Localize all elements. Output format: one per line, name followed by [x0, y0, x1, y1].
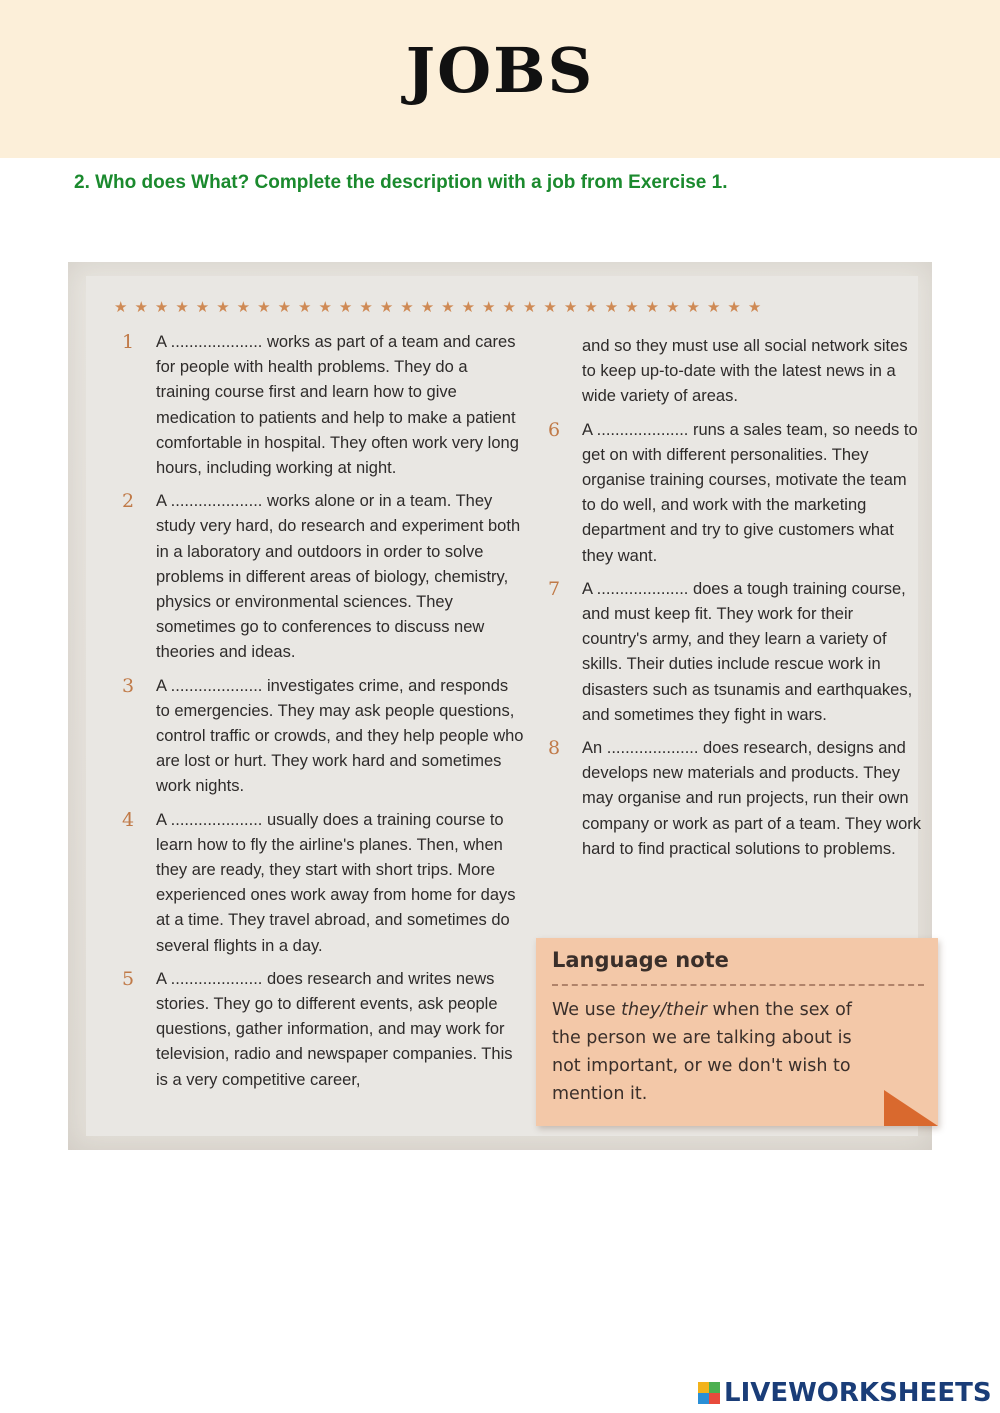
exercise-instruction: 2. Who does What? Complete the description with a job from Exercise 1.	[74, 172, 728, 193]
textbook-page	[86, 276, 921, 1136]
note-text-emphasis: they/their	[621, 1000, 707, 1020]
note-text-suffix: when the sex of the person we are talking about is not important, or we don't wish to mention it.	[552, 1000, 852, 1104]
folded-corner-decoration	[884, 1090, 938, 1126]
language-note-title: Language note	[552, 948, 729, 972]
page-title: JOBS	[405, 34, 595, 107]
brand-logo-area	[698, 1376, 992, 1410]
description-text: A .................... works alone or in a team. They study very hard, do research and experiment both in a laboratory and outdoors in order to solve problems in different areas of biology, chemistry, physics or environmental sciences. They sometimes go to conferences to discuss new theories and ideas.	[156, 492, 521, 662]
item-number: 6	[548, 418, 561, 441]
item-number: 4	[122, 808, 135, 831]
item-number: 3	[122, 674, 135, 697]
item-number: 8	[548, 737, 561, 760]
textbook-scan	[68, 262, 932, 1150]
job-description-2	[122, 489, 526, 665]
liveworksheets-logo-icon	[698, 1382, 720, 1404]
right-column	[548, 334, 922, 870]
description-text: An .................... does research, designs and develops new materials and products. They may organise and run projects, run their own company or work as part of a team. They work hard to find practical solutions to problems.	[582, 739, 921, 858]
item-number: 2	[122, 490, 135, 513]
left-column	[122, 330, 526, 1101]
item-number: 7	[548, 577, 561, 600]
brand-name: LIVEWORKSHEETS	[724, 1378, 992, 1408]
star-border-decoration: ★★★★★★★★★★★★★★★★★★★★★★★★★★★★★★★★	[114, 299, 769, 316]
job-description-5	[122, 967, 526, 1093]
job-description-8	[548, 736, 922, 862]
job-description-7	[548, 577, 922, 728]
description-text: A .................... usually does a training course to learn how to fly the airline's planes. Then, when they are ready, they start with short trips. More experienced ones work away from home for days at a time. They travel abroad, and sometimes do several flights in a day.	[156, 810, 516, 955]
job-description-4	[122, 808, 526, 959]
language-note-box	[536, 938, 938, 1126]
job-description-3	[122, 674, 526, 800]
language-note-body	[552, 996, 882, 1108]
job-description-1	[122, 330, 526, 481]
description-text: A .................... does research and writes news stories. They go to different events, ask people questions, gather information, and may work for television, radio and newspaper companies. This is a very competitive career,	[156, 969, 513, 1089]
description-text: A .................... works as part of a team and cares for people with health problems. They do a training course first and learn how to give medication to patients and help to make a patient comfortable in hospital. They often work very long hours, including working at night.	[156, 333, 519, 478]
description-text: A .................... investigates crime, and responds to emergencies. They may ask people questions, control traffic or crowds, and they help people who are lost or hurt. They work hard and sometimes work nights.	[156, 676, 524, 796]
job-description-5-continued	[582, 334, 922, 410]
note-text-prefix: We use	[552, 1000, 622, 1020]
description-text: and so they must use all social network sites to keep up-to-date with the latest news in a wide variety of areas.	[582, 337, 908, 406]
job-description-6	[548, 418, 922, 569]
item-number: 5	[122, 967, 135, 990]
dashed-divider	[552, 984, 924, 986]
description-text: A .................... does a tough training course, and must keep fit. They work for their country's army, and they learn a variety of skills. Their duties include rescue work in disasters such as tsunamis and earthquakes, and sometimes they fight in wars.	[582, 579, 913, 724]
item-number: 1	[122, 331, 135, 353]
description-text: A .................... runs a sales team, so needs to get on with different personalities. They organise training courses, motivate the team to do well, and work with the marketing department and try to give customers what they want.	[582, 420, 918, 565]
